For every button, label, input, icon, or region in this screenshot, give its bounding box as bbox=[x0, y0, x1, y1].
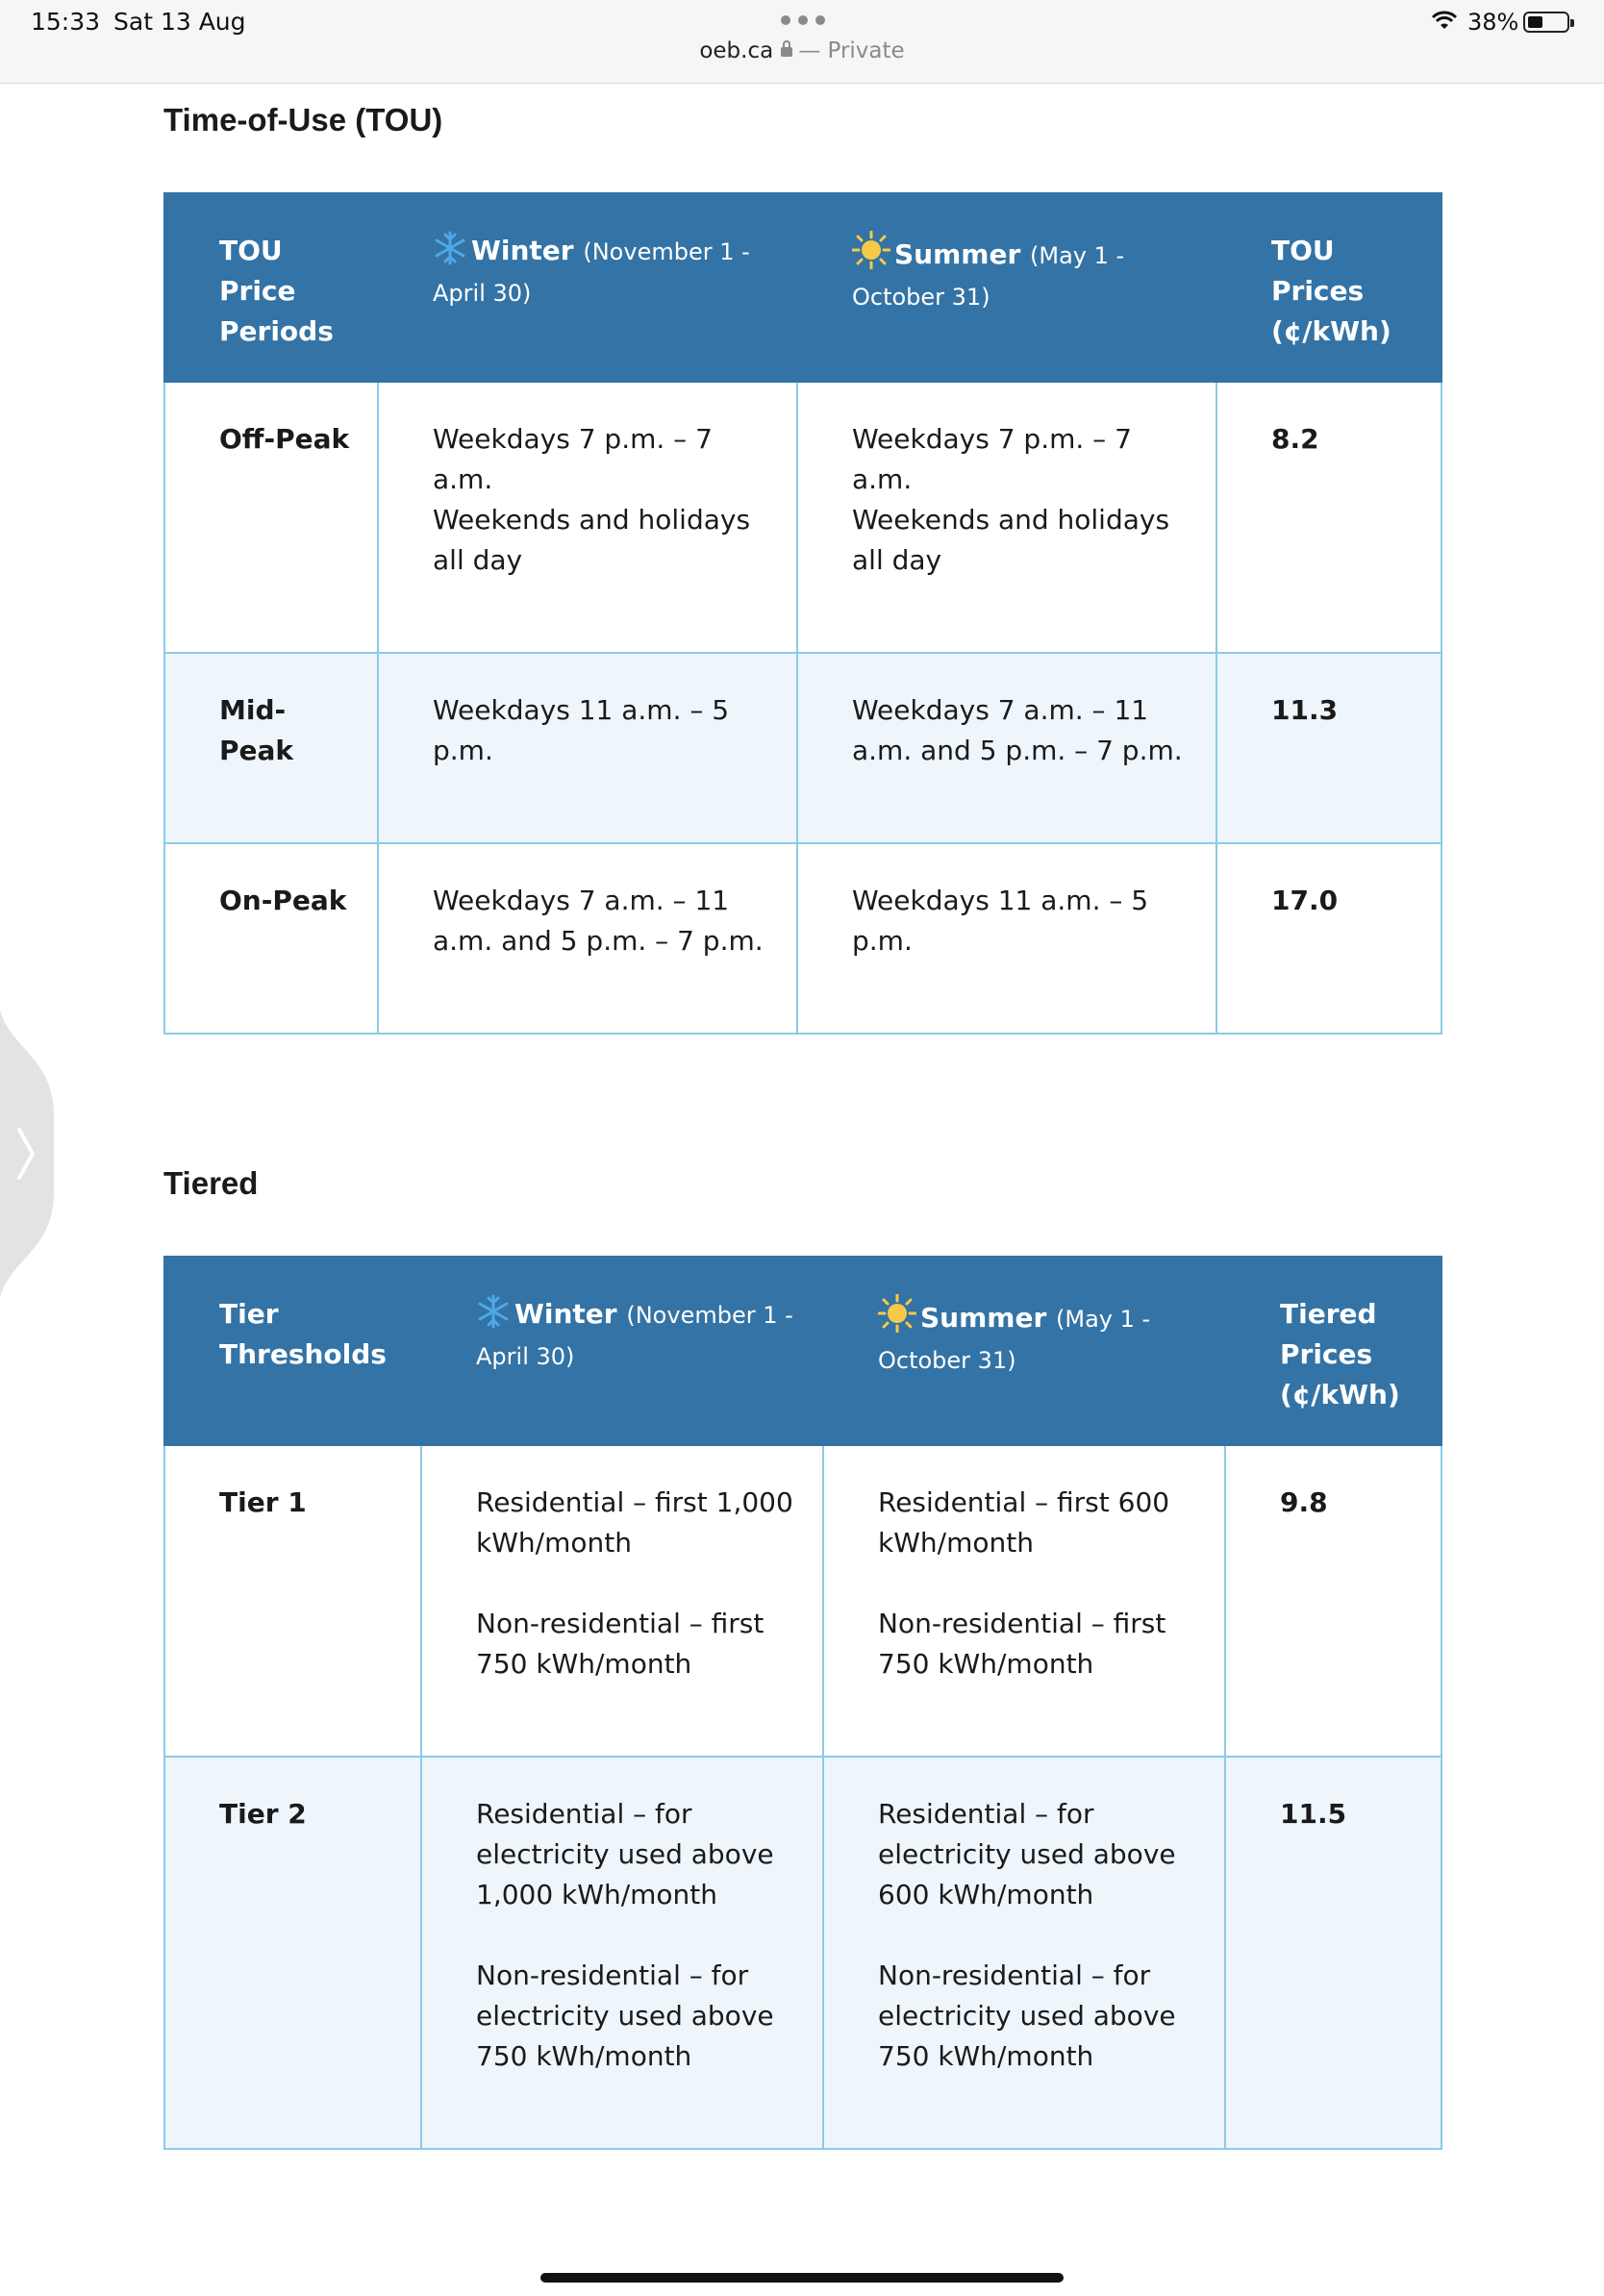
tiered-header-summer bbox=[823, 1257, 1225, 1445]
cell-text: Weekdays 7 p.m. – 7 a.m. bbox=[433, 423, 713, 495]
tiered-header-price: Tiered Prices (¢/kWh) bbox=[1225, 1257, 1441, 1445]
table-row bbox=[164, 653, 1441, 843]
tiered-header-row bbox=[164, 1257, 1441, 1445]
tou-header-price: TOU Prices (¢/kWh) bbox=[1216, 193, 1441, 382]
winter-cell bbox=[378, 653, 797, 843]
row-label: Tier 2 bbox=[164, 1757, 421, 2149]
summer-cell bbox=[823, 1445, 1225, 1757]
cell-text: Non-residential – for electricity used above 750 kWh/month bbox=[878, 1959, 1176, 2072]
row-label: On-Peak bbox=[164, 843, 378, 1034]
cell-text: Residential – first 600 kWh/month bbox=[878, 1486, 1170, 1559]
home-indicator[interactable] bbox=[540, 2273, 1064, 2283]
status-time: 15:33 bbox=[31, 8, 101, 36]
table-row bbox=[164, 382, 1441, 653]
tiered-header-winter-dates: (November 1 - April 30) bbox=[476, 1302, 793, 1370]
snowflake-icon bbox=[476, 1294, 511, 1329]
summer-cell bbox=[797, 382, 1216, 653]
cell-text: Weekdays 7 a.m. – 11 a.m. and 5 p.m. – 7 p.m. bbox=[852, 694, 1183, 766]
winter-cell bbox=[421, 1445, 823, 1757]
summer-cell bbox=[797, 843, 1216, 1034]
address-domain: oeb.ca bbox=[699, 38, 774, 63]
table-row bbox=[164, 843, 1441, 1034]
tou-header-period: TOU Price Periods bbox=[164, 193, 378, 382]
tou-header-summer-dates: (May 1 - October 31) bbox=[852, 242, 1125, 311]
row-label: Tier 1 bbox=[164, 1445, 421, 1757]
cell-text: Non-residential – for electricity used above 750 kWh/month bbox=[476, 1959, 774, 2072]
battery-percentage: 38% bbox=[1467, 9, 1519, 36]
row-label: Off-Peak bbox=[164, 382, 378, 653]
cell-text: Weekdays 7 a.m. – 11 a.m. and 5 p.m. – 7 p.m. bbox=[433, 885, 764, 957]
cell-text: Non-residential – first 750 kWh/month bbox=[476, 1608, 764, 1680]
tou-title: Time-of-Use (TOU) bbox=[163, 102, 443, 137]
sun-icon bbox=[878, 1294, 916, 1333]
tiered-header-winter bbox=[421, 1257, 823, 1445]
tou-header-winter-label: Winter bbox=[471, 235, 574, 266]
tiered-header-winter-label: Winter bbox=[514, 1298, 617, 1330]
tiered-header-threshold: Tier Thresholds bbox=[164, 1257, 421, 1445]
sun-icon bbox=[852, 231, 890, 269]
status-date: Sat 13 Aug bbox=[113, 8, 246, 36]
table-row bbox=[164, 1757, 1441, 2149]
price-cell: 11.5 bbox=[1225, 1757, 1441, 2149]
cell-text: Weekends and holidays all day bbox=[433, 504, 751, 576]
price-cell: 17.0 bbox=[1216, 843, 1441, 1034]
address-bar[interactable] bbox=[0, 38, 1604, 63]
tiered-header-summer-dates: (May 1 - October 31) bbox=[878, 1306, 1151, 1374]
winter-cell bbox=[421, 1757, 823, 2149]
private-label: — Private bbox=[798, 38, 905, 63]
cell-text: Weekdays 11 a.m. – 5 p.m. bbox=[852, 885, 1149, 957]
cell-text: Weekdays 11 a.m. – 5 p.m. bbox=[433, 694, 730, 766]
cell-text: Weekdays 7 p.m. – 7 a.m. bbox=[852, 423, 1132, 495]
price-cell: 11.3 bbox=[1216, 653, 1441, 843]
tou-header-summer-label: Summer bbox=[894, 238, 1021, 270]
winter-cell bbox=[378, 843, 797, 1034]
cell-text: Residential – for electricity used above 1,000 kWh/month bbox=[476, 1798, 774, 1910]
tou-header-row bbox=[164, 193, 1441, 382]
table-row bbox=[164, 1445, 1441, 1757]
status-bar bbox=[0, 0, 1604, 84]
tou-table bbox=[163, 192, 1442, 1035]
tou-header-summer bbox=[797, 193, 1216, 382]
price-cell: 9.8 bbox=[1225, 1445, 1441, 1757]
cell-text: Residential – for electricity used above 600 kWh/month bbox=[878, 1798, 1176, 1910]
winter-cell bbox=[378, 382, 797, 653]
cell-text: Non-residential – first 750 kWh/month bbox=[878, 1608, 1166, 1680]
multitasking-dots-icon[interactable] bbox=[781, 15, 825, 25]
cell-text: Weekends and holidays all day bbox=[852, 504, 1170, 576]
tiered-table bbox=[163, 1256, 1442, 2150]
wifi-icon bbox=[1431, 10, 1458, 31]
tou-header-winter bbox=[378, 193, 797, 382]
tiered-header-summer-label: Summer bbox=[920, 1302, 1047, 1334]
tou-header-winter-dates: (November 1 - April 30) bbox=[433, 238, 750, 307]
lock-icon bbox=[781, 47, 792, 57]
price-cell: 8.2 bbox=[1216, 382, 1441, 653]
battery-icon bbox=[1523, 12, 1569, 33]
tiered-title: Tiered bbox=[163, 1165, 259, 1201]
snowflake-icon bbox=[433, 231, 467, 265]
summer-cell bbox=[797, 653, 1216, 843]
summer-cell bbox=[823, 1757, 1225, 2149]
cell-text: Residential – first 1,000 kWh/month bbox=[476, 1486, 793, 1559]
row-label: Mid-Peak bbox=[164, 653, 378, 843]
chevron-right-icon[interactable] bbox=[0, 1010, 54, 1298]
